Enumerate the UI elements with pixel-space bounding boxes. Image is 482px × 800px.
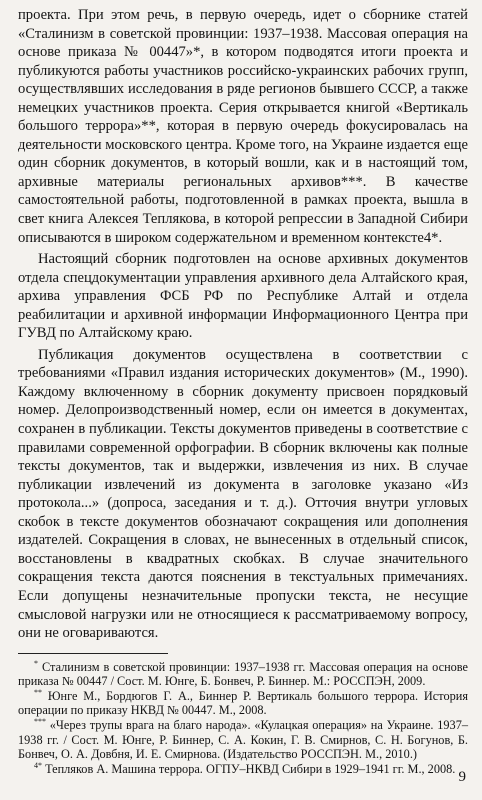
footnote-3 [18, 718, 468, 762]
footnotes [18, 660, 468, 777]
paragraph-2: Настоящий сборник подготовлен на основе архивных документов отдела спецдокументации управления архивного дела Алтайского края, архива управления ФСБ РФ по Республике Алтай и отдела реабилитации и архивной информации Информационного Центра при ГУВД по Алтайскому краю. [18, 251, 468, 342]
footnote-2 [18, 689, 468, 718]
footnote-mark: 4* [34, 760, 42, 770]
footnote-text: Тепляков А. Машина террора. ОГПУ–НКВД Сибири в 1929–1941 гг. М., 2008. [45, 761, 456, 776]
footnote-1 [18, 660, 468, 689]
footnote-mark: *** [34, 716, 46, 726]
paragraph-3: Публикация документов осуществлена в соответствии с требованиями «Правил издания исторических документов» (М., 1990). Каждому включенному в сборник документу присвоен порядковый номер. Делопроизводственный номер, если он имеется в документах, сохранен в публикации. Тексты документов приведены в соответствие с правилами современной орфографии. В сборник включены как полные тексты документов, так и выдержки, извлечения из них. В случае публикации извлечений из документа в заголовке указано «Из протокола...» (допроса, заседания и т. д.). Отточия внутри угловых скобок в тексте документов обозначают сокращения или дополнения издателей. Сокращения в словах, не вынесенных в отдельный список, восстановлены в квадратных скобках. В случае значительного сокращения текста даются пояснения в текстуальных примечаниях. Если допущены незначительные пропуски текста, не несущие смысловой нагрузки или не относящиеся к рассматриваемому вопросу, они не оговариваются. [18, 346, 468, 642]
main-text [18, 6, 468, 643]
footnote-mark: ** [34, 687, 42, 697]
footnote-text: «Через трупы врага на благо народа». «Кулацкая операция» на Украине. 1937–1938 гг. / Сост. М. Юнге, Р. Биннер, С. А. Кокин, Г. В. Смирнов, С. Н. Богунов, Б. Бонвеч, О. А. Довбня, И. Е. Смирнова. (Издательство РОССПЭН. М., 2010.) [18, 717, 469, 762]
footnote-divider [18, 653, 168, 654]
footnote-mark: * [34, 658, 38, 668]
footnote-text: Юнге М., Бордюгов Г. А., Биннер Р. Вертикаль большого террора. История операции по приказу НКВД № 00447. М., 2008. [18, 688, 468, 718]
page-number: 9 [458, 769, 466, 785]
footnote-text: Сталинизм в советской провинции: 1937–1938 гг. Массовая операция на основе приказа № 00447 / Сост. М. Юнге, Б. Бонвеч, Р. Биннер. М.: РОССПЭН, 2009. [18, 659, 469, 689]
footnote-4 [18, 762, 468, 777]
paragraph-1: проекта. При этом речь, в первую очередь, идет о сборнике статей «Сталинизм в советской провинции: 1937–1938. Массовая операция на основе приказа № 00447»*, в котором подводятся итоги проекта и публикуются работы участников российско-украинских рабочих групп, осуществлявших исследования в ряде регионов бывшего СССР, а также немецких участников проекта. Серия открывается книгой «Вертикаль большого террора»**, которая в первую очередь фокусировалась на деятельности московского центра. Кроме того, на Украине издается еще один сборник документов, в который вошли, как и в настоящий том, архивные материалы региональных архивов***. В качестве самостоятельной работы, подготовленной в рамках проекта, вышла в свет книга Алексея Теплякова, в которой репрессии в Западной Сибири описываются в широком содержательном и временном контексте4*. [18, 7, 468, 246]
